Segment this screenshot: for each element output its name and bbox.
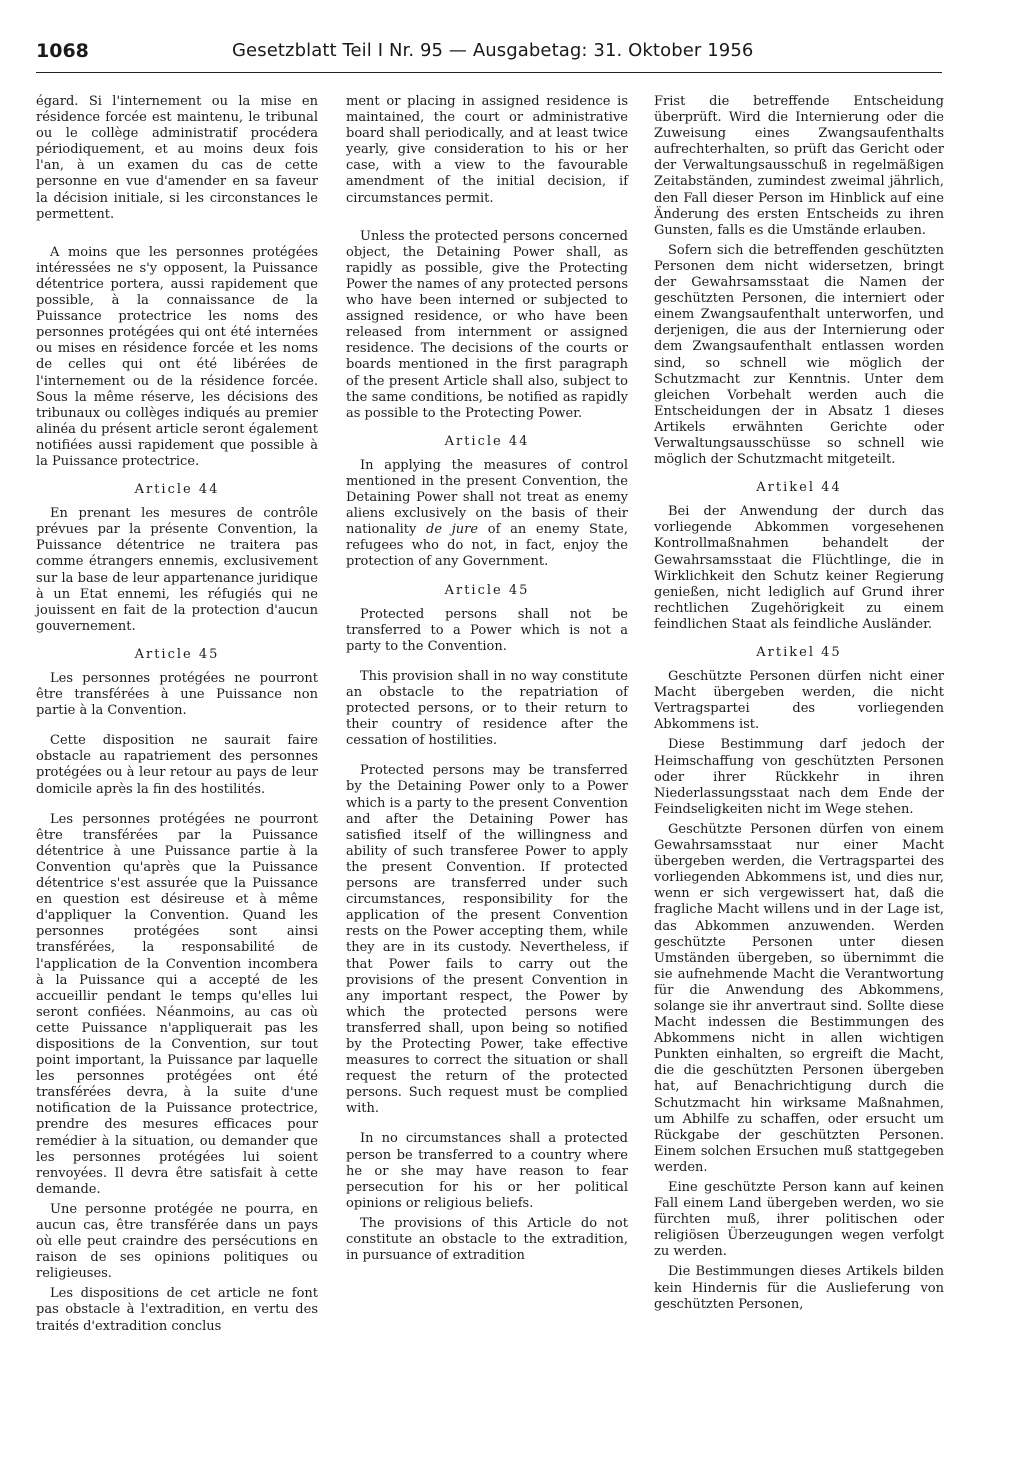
column-english — [346, 94, 628, 1268]
paragraph: Unless the protected persons concerned object, the Detaining Power shall, as rapidly as possible, give the Protecting Power the names of any protected persons who have been interned or subjected to assigned residence, or who have been released from internment or assigned residence. The decisions of the courts or boards mentioned in the first paragraph of the present Article shall also, subject to the same conditions, be notified as rapidly as possible to the Protecting Power. — [346, 228, 628, 421]
paragraph: Protected persons shall not be transferred to a Power which is not a party to the Convention. — [346, 606, 628, 654]
page-header — [36, 38, 942, 73]
article-45-heading: Artikel 45 — [756, 645, 842, 660]
column-french — [36, 94, 318, 1339]
article-44-heading: Artikel 44 — [756, 480, 842, 496]
paragraph: En prenant les mesures de contrôle prévues par la présente Convention, la Puissance détentrice ne traitera pas comme étrangers ennemis, exclusivement sur la base de leur appartenance juridique à un Etat ennemi, les réfugiés qui ne jouissent en fait de la protection d'aucun gouvernement. — [36, 506, 318, 634]
paragraph: Sofern sich die betreffenden geschützten Personen dem nicht widersetzen, bringt der Gewahrsamsstaat die Namen der geschützten Personen, die interniert oder einem Zwangsaufenthalt unterworfen, und derjenigen, die aus der Internierung oder dem Zwangsaufenthalt entlassen worden sind, so schnell wie möglich der Schutzmacht zur Kenntnis. Unter dem gleichen Vorbehalt werden auch die Entscheidungen der in Absatz 1 dieses Artikels erwähnten Gerichte oder Verwaltungsausschüsse so schnell wie möglich der Schutzmacht mitgeteilt. — [654, 242, 944, 468]
paragraph: Die Bestimmungen dieses Artikels bilden kein Hindernis für die Auslieferung von geschützten Personen, — [654, 1264, 944, 1312]
paragraph: This provision shall in no way constitute an obstacle to the repatriation of protected persons, or to their return to their country of residence after the cessation of hostilities. — [346, 668, 628, 749]
paragraph: Cette disposition ne saurait faire obstacle au rapatriement des personnes protégées ou à leur retour au pays de leur domicile après la fin des hostilités. — [36, 733, 318, 797]
paragraph: Les personnes protégées ne pourront être transférées à une Puissance non partie à la Convention. — [36, 671, 318, 719]
paragraph: Geschützte Personen dürfen nicht einer Macht übergeben werden, die nicht Vertragspartei des vorliegenden Abkommens ist. — [654, 669, 944, 733]
article-45-heading: Article 45 — [444, 582, 530, 598]
article-44-heading: Article 44 — [444, 433, 530, 449]
page-number: 1068 — [36, 40, 89, 62]
paragraph: Protected persons may be transferred by the Detaining Power only to a Power which is a party to the present Convention and after the Detaining Power has satisfied itself of the willingness and ability of such transferee Power to apply the present Convention. If protected persons are transferred under such circumstances, responsibility for the application of the present Convention rests on the Power accepting them, while they are in its custody. Nevertheless, if that Power fails to carry out the provisions of the present Convention in any important respect, the Power by which the protected persons were transferred shall, upon being so notified by the Protecting Power, take effective measures to correct the situation or shall request the return of the protected persons. Such request must be complied with. — [346, 763, 628, 1117]
paragraph: Les dispositions de cet article ne font pas obstacle à l'extradition, en vertu des traités d'extradition conclus — [36, 1286, 318, 1334]
article-44-heading: Article 44 — [134, 482, 220, 498]
paragraph: ment or placing in assigned residence is maintained, the court or administrative board shall periodically, and at least twice yearly, give consideration to his or her case, with a view to the favourable amendment of the initial decision, if circumstances permit. — [346, 94, 628, 206]
paragraph: In no circumstances shall a protected person be transferred to a country where he or she may have reason to fear persecution for his or her political opinions or religious beliefs. — [346, 1131, 628, 1211]
paragraph: In applying the measures of control mentioned in the present Convention, the Detaining Power shall not treat as enemy aliens exclusively on the basis of their nationality de jure of an enemy State, refugees who do not, in fact, enjoy the protection of any Government. — [346, 457, 628, 570]
paragraph: A moins que les personnes protégées intéressées ne s'y opposent, la Puissance détentrice portera, aussi rapidement que possible, à la connaissance de la Puissance protectrice les noms des personnes protégées qui ont été internées ou mises en résidence forcée et les noms de celles qui ont été libérées de l'internement ou de la résidence forcée. Sous la même réserve, les décisions des tribunaux ou collèges indiqués au premier alinéa du présent article seront également notifiées aussi rapidement que possible à la Puissance protectrice. — [36, 244, 318, 469]
gazette-title: Gesetzblatt Teil I Nr. 95 — Ausgabetag: 31. Oktober 1956 — [232, 40, 754, 61]
paragraph: égard. Si l'internement ou la mise en résidence forcée est maintenu, le tribunal ou le collège administratif procédera périodiquement, et au moins deux fois l'an, à un examen du cas de cette personne en vue d'amender en sa faveur la décision initiale, si les circonstances le permettent. — [36, 94, 318, 222]
paragraph: Diese Bestimmung darf jedoch der Heimschaffung von geschützten Personen oder ihrer Rückkehr in ihren Niederlassungsstaat nach dem Ende der Feindseligkeiten nicht im Wege stehen. — [654, 737, 944, 817]
paragraph: Une personne protégée ne pourra, en aucun cas, être transférée dans un pays où elle peut craindre des persécutions en raison de ses opinions politiques ou religieuses. — [36, 1201, 318, 1282]
paragraph: Frist die betreffende Entscheidung überprüft. Wird die Internierung oder die Zuweisung eines Zwangsaufenthalts aufrechterhalten, so prüft das Gericht oder der Verwaltungsausschuß in regelmäßigen Zeitabständen, zumindest zweimal jährlich, den Fall dieser Person im Hinblick auf eine Änderung des ersten Entscheids zu ihren Gunsten, falls es die Umstände erlauben. — [654, 94, 944, 238]
column-german — [654, 94, 944, 1317]
paragraph: Geschützte Personen dürfen von einem Gewahrsamsstaat nur einer Macht übergeben werden, die Vertragspartei des vorliegenden Abkommens ist, und dies nur, wenn er sich vergewissert hat, daß die fragliche Macht willens und in der Lage ist, das Abkommen anzuwenden. Werden geschützte Personen unter diesen Umständen übergeben, so übernimmt die sie aufnehmende Macht die Verantwortung für die Anwendung des Abkommens, solange sie ihr anvertraut sind. Sollte diese Macht indessen die Bestimmungen des Abkommens nicht in allen wichtigen Punkten einhalten, so ergreift die Macht, die die geschützten Personen übergeben hat, auf Benachrichtigung durch die Schutzmacht hin wirksame Maßnahmen, um Abhilfe zu schaffen, oder ersucht um Rückgabe der geschützten Personen. Einem solchen Ersuchen muß stattgegeben werden. — [654, 821, 944, 1175]
paragraph: Les personnes protégées ne pourront être transférées par la Puissance détentrice à une Puissance partie à la Convention qu'après que la Puissance détentrice s'est assurée que la Puissance en question est désireuse et à même d'appliquer la Convention. Quand les personnes protégées sont ainsi transférées, la responsabilité de l'application de la Convention incombera à la Puissance qui a accepté de les accueillir pendant le temps qu'elles lui seront confiées. Néanmoins, au cas où cette Puissance n'appliquerait pas les dispositions de la Convention, sur tout point important, la Puissance par laquelle les personnes protégées ont été transférées devra, à la suite d'une notification de la Puissance protectrice, prendre des mesures efficaces pour remédier à la situation, ou demander que les personnes protégées lui soient renvoyées. Il devra être satisfait à cette demande. — [36, 811, 318, 1197]
paragraph: Bei der Anwendung der durch das vorliegende Abkommen vorgesehenen Kontrollmaßnahmen behandelt der Gewahrsamsstaat die Flüchtlinge, die in Wirklichkeit den Schutz keiner Regierung genießen, nicht lediglich auf Grund ihrer rechtlichen Zugehörigkeit zu einem feindlichen Staat als feindliche Ausländer. — [654, 504, 944, 632]
article-45-heading: Article 45 — [134, 646, 220, 662]
paragraph: The provisions of this Article do not constitute an obstacle to the extradition, in pursuance of extradition — [346, 1215, 628, 1264]
paragraph: Eine geschützte Person kann auf keinen Fall einem Land übergeben werden, wo sie fürchten muß, ihrer politischen oder religiösen Überzeugungen wegen verfolgt zu werden. — [654, 1180, 944, 1260]
latin-term: de jure — [426, 522, 479, 538]
